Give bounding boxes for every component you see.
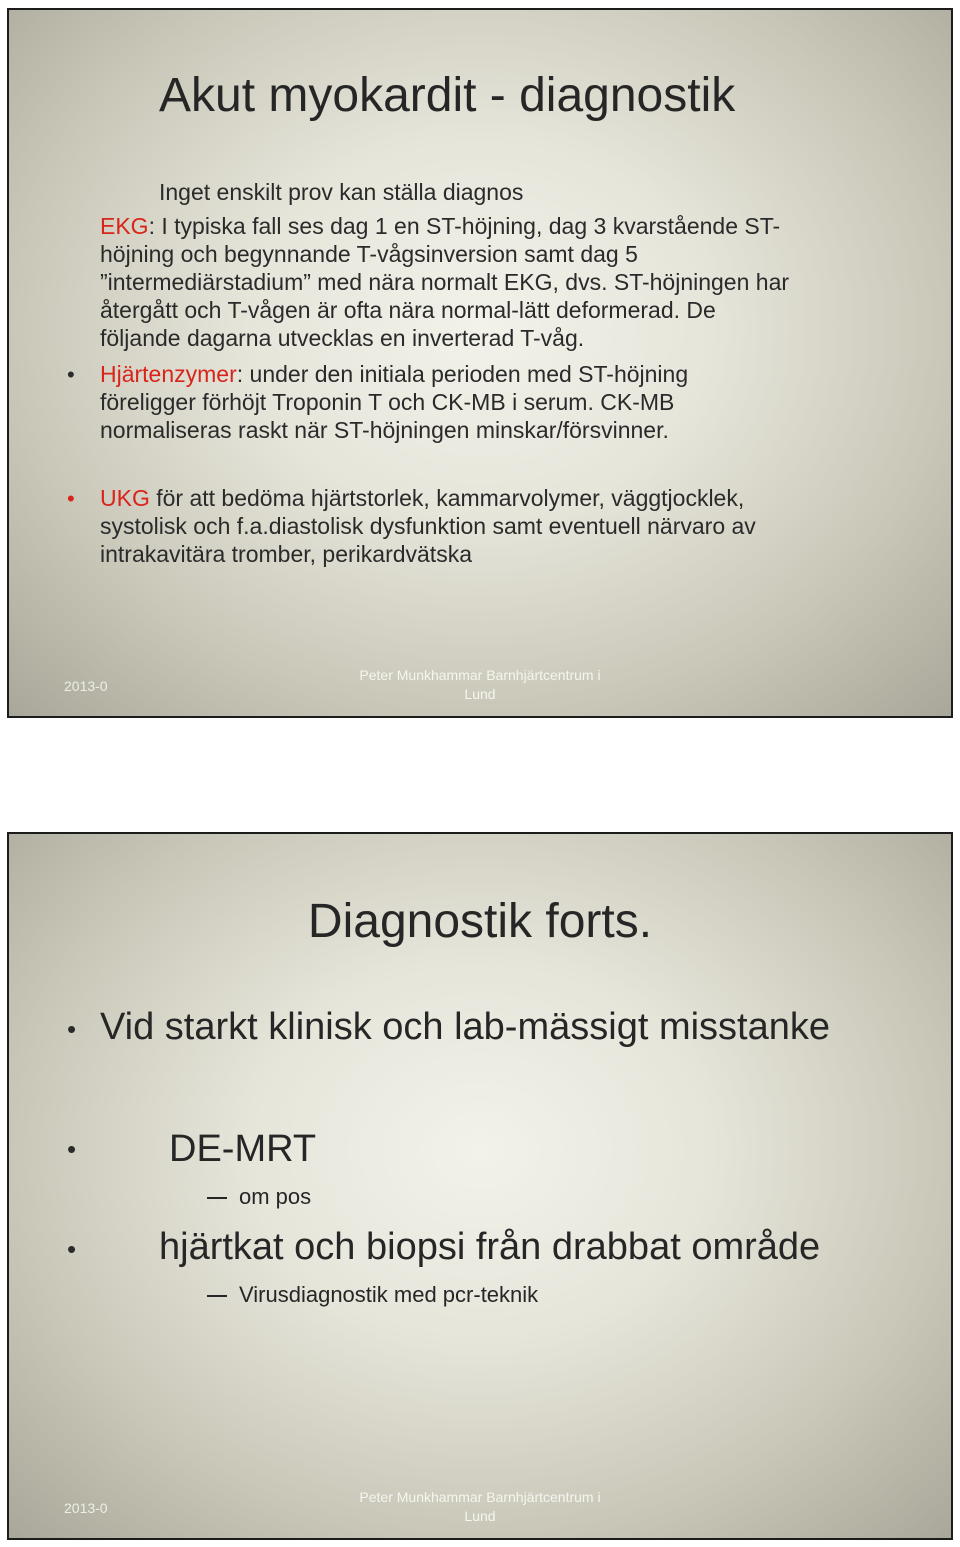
footer-line-1: Peter Munkhammar Barnhjärtcentrum i [359, 667, 601, 683]
bullet-icon: • [67, 1014, 77, 1044]
footer [9, 1488, 951, 1526]
ukg-label: UKG [100, 485, 150, 511]
footer [9, 666, 951, 704]
slide-1-title: Akut myokardit - diagnostik [159, 69, 736, 122]
footer-date: 2013-0 [64, 1500, 108, 1516]
ukg-line-3: intrakavitära tromber, perikardvätska [100, 541, 472, 567]
ukg-line-2: systolisk och f.a.diastolisk dysfunktion samt eventuell närvaro av [100, 513, 756, 539]
slide-2-title: Diagnostik forts. [307, 895, 653, 948]
bullet-1-text: Vid starkt klinisk och lab-mässigt misstanke [100, 1006, 830, 1048]
dash-icon [207, 1295, 227, 1297]
bullet-icon: • [67, 1134, 77, 1164]
dash-icon [207, 1197, 227, 1199]
sub-item-3 [207, 1282, 538, 1308]
enzymes-line-2: föreligger förhöjt Troponin T och CK-MB i serum. CK-MB [100, 389, 675, 415]
bullet-icon: • [67, 362, 75, 387]
bullet-icon: • [67, 1234, 77, 1264]
bullet-3-text: hjärtkat och biopsi från drabbat område [159, 1226, 821, 1268]
sub-item-2 [207, 1184, 311, 1210]
enzymes-paragraph [100, 360, 920, 444]
sub-item-2-text: om pos [239, 1184, 312, 1209]
bullet-2-text: DE-MRT [169, 1128, 317, 1170]
ekg-line-2: höjning och begynnande T-vågsinversion samt dag 5 [100, 241, 638, 267]
ekg-label: EKG [100, 213, 149, 239]
slide-1 [7, 8, 953, 718]
bullet-icon: • [67, 486, 75, 511]
ekg-paragraph [100, 212, 920, 352]
ekg-line-1: : I typiska fall ses dag 1 en ST-höjning, dag 3 kvarstående ST- [148, 213, 781, 239]
ekg-line-5: följande dagarna utvecklas en inverterad T-våg. [100, 325, 585, 351]
sub-item-3-text: Virusdiagnostik med pcr-teknik [239, 1282, 539, 1307]
footer-line-2: Lund [464, 1508, 496, 1524]
slide-2 [7, 832, 953, 1540]
ukg-paragraph [100, 484, 930, 568]
enzymes-label: Hjärtenzymer [100, 361, 237, 387]
intro-text: Inget enskilt prov kan ställa diagnos [159, 179, 524, 205]
enzymes-line-1: : under den initiala perioden med ST-höjning [236, 361, 689, 387]
ekg-line-4: återgått och T-vågen är ofta nära normal-lätt deformerad. De [100, 297, 716, 323]
enzymes-line-3: normaliseras raskt när ST-höjningen minskar/försvinner. [100, 417, 669, 443]
ekg-line-3: ”intermediärstadium” med nära normalt EKG, dvs. ST-höjningen har [100, 269, 790, 295]
ukg-line-1: för att bedöma hjärtstorlek, kammarvolymer, väggtjocklek, [149, 485, 745, 511]
footer-date: 2013-0 [64, 678, 108, 694]
footer-line-2: Lund [464, 686, 496, 702]
footer-line-1: Peter Munkhammar Barnhjärtcentrum i [359, 1489, 601, 1505]
